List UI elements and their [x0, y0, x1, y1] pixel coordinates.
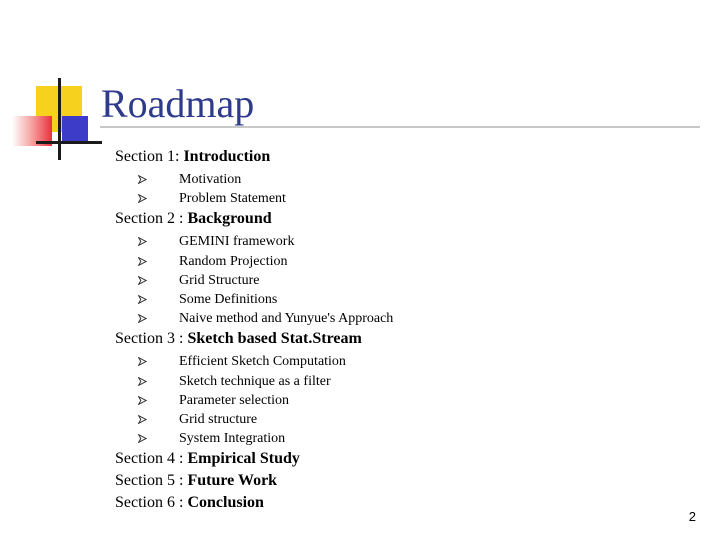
- list-item: Problem Statement: [115, 189, 695, 208]
- arrow-bullet-icon: [138, 276, 147, 285]
- arrow-bullet-icon: [138, 314, 147, 323]
- section-heading: Section 1: Introduction: [115, 148, 271, 165]
- arrow-bullet-icon: [138, 194, 147, 203]
- arrow-bullet-icon: [138, 175, 147, 184]
- title-divider: [100, 126, 700, 128]
- page-number: 2: [688, 509, 696, 524]
- arrow-bullet-icon: [138, 377, 147, 386]
- arrow-bullet-icon: [138, 396, 147, 405]
- section-heading: Section 4 : Empirical Study: [115, 450, 300, 468]
- arrow-bullet-icon: [138, 357, 147, 366]
- arrow-bullet-icon: [138, 257, 147, 266]
- list-item: Efficient Sketch Computation: [115, 352, 695, 371]
- list-item: Parameter selection: [115, 391, 695, 410]
- section-heading: Section 2 : Background: [115, 210, 272, 228]
- arrow-bullet-icon: [138, 295, 147, 304]
- arrow-bullet-icon: [138, 237, 147, 246]
- list-item: Random Projection: [115, 252, 695, 271]
- list-item: System Integration: [115, 429, 695, 448]
- list-item: Sketch technique as a filter: [115, 372, 695, 391]
- list-item: Grid Structure: [115, 271, 695, 290]
- list-item: Some Definitions: [115, 290, 695, 309]
- list-item: Motivation: [115, 170, 695, 189]
- slide-title: Roadmap: [101, 81, 255, 126]
- arrow-bullet-icon: [138, 434, 147, 443]
- section-heading: Section 5 : Future Work: [115, 472, 278, 490]
- arrow-bullet-icon: [138, 415, 147, 424]
- list-item: Naive method and Yunyue's Approach: [115, 309, 695, 328]
- list-item: GEMINI framework: [115, 232, 695, 251]
- section-heading: Section 6 : Conclusion: [115, 494, 264, 512]
- section-heading: Section 3 : Sketch based Stat.Stream: [115, 330, 362, 348]
- roadmap-outline: [115, 146, 695, 514]
- list-item: Grid structure: [115, 410, 695, 429]
